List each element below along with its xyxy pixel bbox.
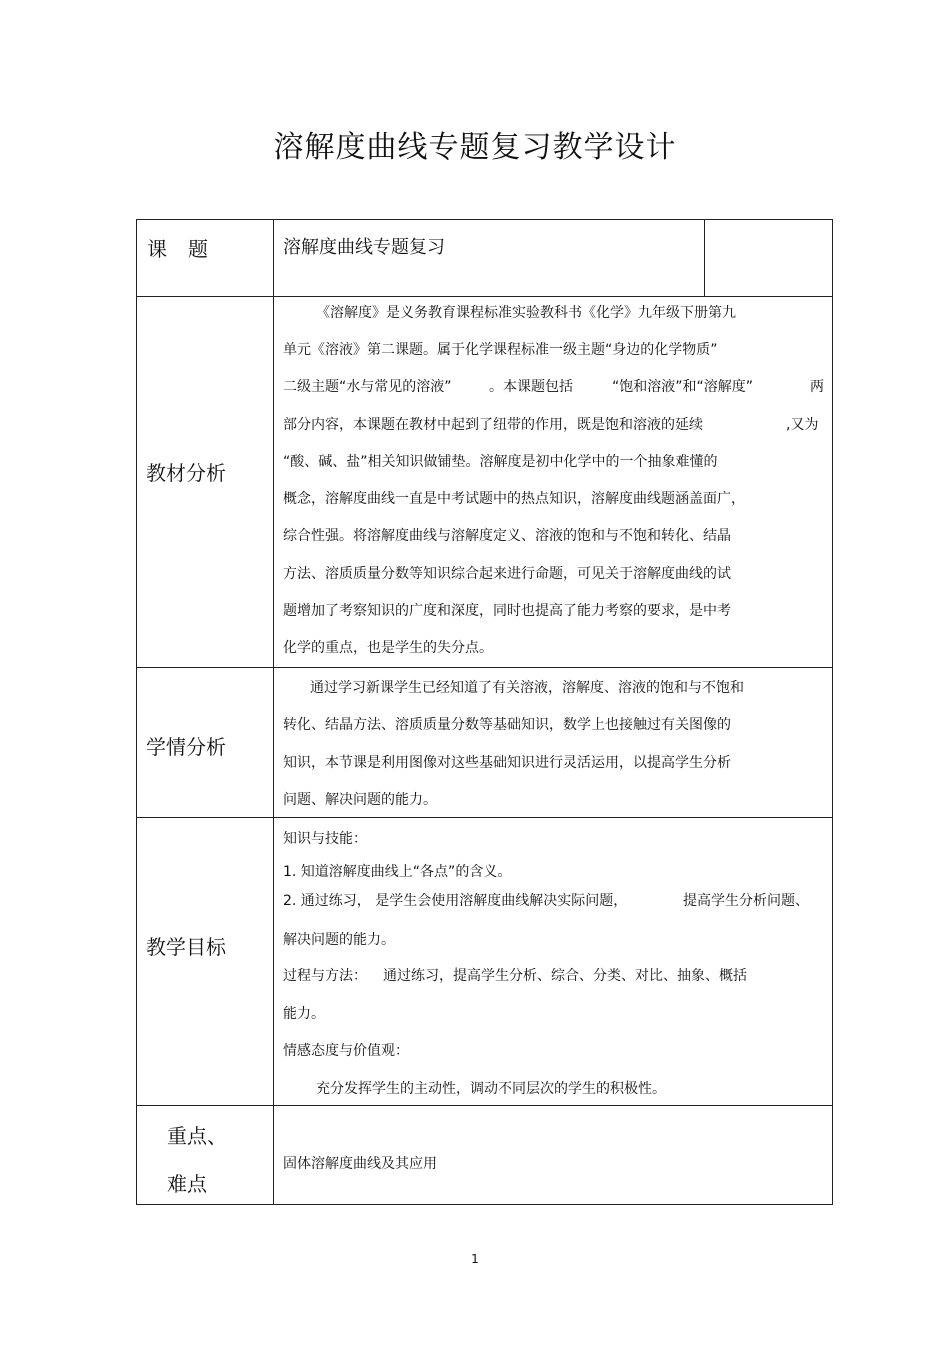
goal-line-7: 情感态度与价值观： <box>283 1043 409 1059</box>
student-line-3: 知识，本节课是利用图像对这些基础知识进行灵活运用，以提高学生分析 <box>283 755 731 771</box>
material-line-8: 方法、溶质质量分数等知识综合起来进行命题，可见关于溶解度曲线的试 <box>283 566 731 582</box>
material-line-2: 单元《溶液》第二课题。属于化学课程标准一级主题“身边的化学物质” <box>283 342 718 358</box>
material-line-5: “酸、碱、盐”相关知识做铺垫。溶解度是初中化学中的一个抽象难懂的 <box>283 454 718 470</box>
goal-line-5a: 过程与方法： <box>283 968 367 984</box>
material-line-9: 题增加了考察知识的广度和深度，同时也提高了能力考察的要求，是中考 <box>283 603 731 619</box>
material-line-4b: ,又为 <box>786 417 819 433</box>
topic-label-a: 课 <box>147 237 167 261</box>
material-line-10: 化学的重点，也是学生的失分点。 <box>283 640 493 656</box>
row-divider <box>137 667 832 668</box>
material-line-7: 综合性强。将溶解度曲线与溶解度定义、溶液的饱和与不饱和转化、结晶 <box>283 528 731 544</box>
key-points-label-a: 重点、 <box>167 1124 227 1148</box>
lesson-plan-table <box>136 219 833 1205</box>
material-line-3b: 。本课题包括 <box>489 379 573 395</box>
topic-extra-divider <box>704 220 705 296</box>
material-line-3d: 两 <box>810 379 824 395</box>
material-line-6: 概念，溶解度曲线一直是中考试题中的热点知识，溶解度曲线题涵盖面广， <box>283 491 745 507</box>
document-title: 溶解度曲线专题复习教学设计 <box>273 130 677 165</box>
goal-line-2: 1. 知道溶解度曲线上“各点”的含义。 <box>283 864 512 880</box>
goal-line-5b: 通过练习，提高学生分析、综合、分类、对比、抽象、概括 <box>383 968 747 984</box>
goal-line-4: 解决问题的能力。 <box>283 932 395 948</box>
material-analysis-label: 教材分析 <box>146 461 226 485</box>
material-line-1: 《溶解度》是义务教育课程标准实验教科书《化学》九年级下册第九 <box>316 305 736 321</box>
key-points-value: 固体溶解度曲线及其应用 <box>283 1156 437 1172</box>
goal-line-8: 充分发挥学生的主动性，调动不同层次的学生的积极性。 <box>316 1081 666 1097</box>
row-divider <box>137 817 832 818</box>
material-line-4a: 部分内容，本课题在教材中起到了纽带的作用，既是饱和溶液的延续 <box>283 417 703 433</box>
material-line-3a: 二级主题“水与常见的溶液” <box>283 379 452 395</box>
goal-line-3b: 提高学生分析问题、 <box>683 893 809 909</box>
topic-value: 溶解度曲线专题复习 <box>283 237 445 258</box>
column-divider <box>273 220 274 1205</box>
student-line-4: 问题、解决问题的能力。 <box>283 792 437 808</box>
goal-line-3a: 2. 通过练习， 是学生会使用溶解度曲线解决实际问题， <box>283 893 628 909</box>
key-points-label-b: 难点 <box>167 1172 207 1196</box>
student-line-1: 通过学习新课学生已经知道了有关溶液，溶解度、溶液的饱和与不饱和 <box>310 680 744 696</box>
material-line-3c: “饱和溶液”和“溶解度” <box>612 379 754 395</box>
student-analysis-label: 学情分析 <box>146 735 226 759</box>
page-number: 1 <box>471 1252 479 1266</box>
row-divider <box>137 296 832 297</box>
student-line-2: 转化、结晶方法、溶质质量分数等基础知识，数学上也接触过有关图像的 <box>283 717 731 733</box>
goal-line-6: 能力。 <box>283 1006 325 1022</box>
teaching-goals-label: 教学目标 <box>146 935 226 959</box>
goal-line-1: 知识与技能： <box>283 831 367 847</box>
topic-label-b: 题 <box>188 237 208 261</box>
row-divider <box>137 1105 832 1106</box>
